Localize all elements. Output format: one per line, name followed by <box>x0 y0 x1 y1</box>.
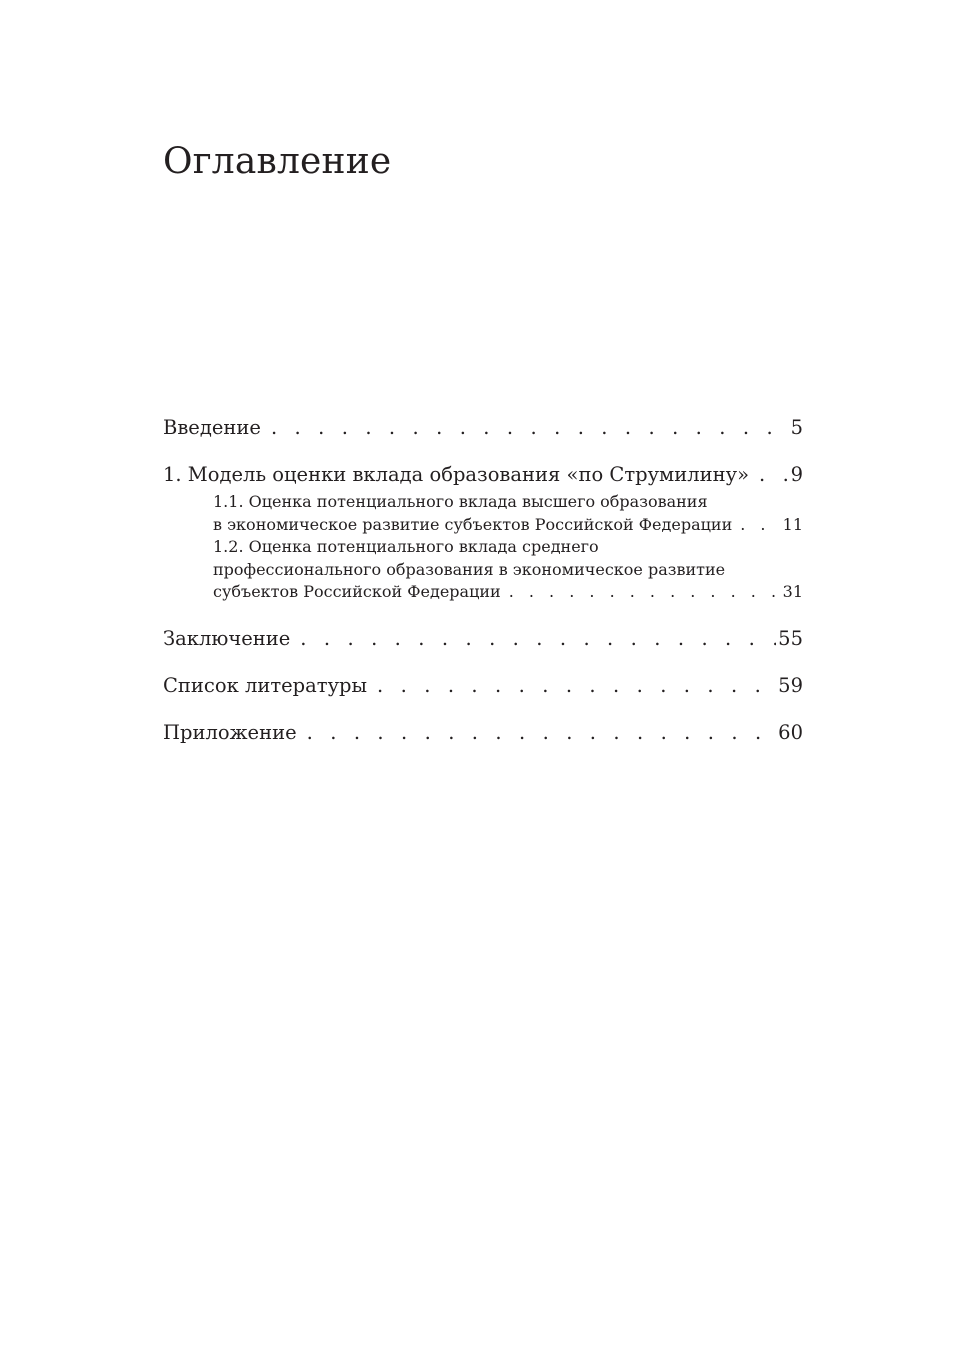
toc-subentry-line: профессионального образования в экономическое развитие <box>213 559 726 579</box>
toc-page-number: 31 <box>782 582 803 601</box>
dot-leader <box>271 415 789 441</box>
toc-subentry-line: 1.1. Оценка потенциального вклада высшего образования <box>213 492 708 511</box>
toc-subentry-1-1[interactable] <box>213 491 803 536</box>
toc-entry-chapter-1[interactable] <box>163 462 803 488</box>
table-of-contents <box>163 415 803 767</box>
dot-leader <box>307 720 777 746</box>
dot-leader <box>740 514 778 537</box>
toc-entry-label: Заключение <box>163 626 291 650</box>
toc-page-number: 59 <box>778 673 803 697</box>
dot-leader <box>300 626 776 652</box>
toc-subsection-group <box>213 491 803 604</box>
toc-page-number: 5 <box>790 416 803 439</box>
toc-entry-label: 1. Модель оценки вклада образования «по Струмилину» <box>163 463 750 486</box>
toc-entry-label: Введение <box>163 416 261 439</box>
toc-entry-introduction[interactable] <box>163 415 803 441</box>
toc-subentry-label: субъектов Российской Федерации <box>213 582 501 601</box>
toc-page-number: 11 <box>782 514 803 534</box>
toc-page-number: 60 <box>778 720 803 744</box>
toc-subentry-label: в экономическое развитие субъектов Российской Федерации <box>213 514 733 534</box>
toc-page-number: 9 <box>790 463 803 486</box>
page-title: Оглавление <box>163 141 392 182</box>
toc-entry-references[interactable] <box>163 673 803 699</box>
toc-entry-appendix[interactable] <box>163 720 803 746</box>
toc-entry-label: Список литературы <box>163 673 368 697</box>
toc-entry-label: Приложение <box>163 720 297 744</box>
toc-entry-conclusion[interactable] <box>163 626 803 652</box>
dot-leader <box>377 673 776 699</box>
toc-page-number: 55 <box>778 626 803 650</box>
dot-leader <box>759 462 789 488</box>
toc-subentry-line: 1.2. Оценка потенциального вклада среднего <box>213 537 599 556</box>
toc-subentry-last-line <box>213 514 803 537</box>
toc-subentry-last-line <box>213 581 803 604</box>
dot-leader <box>509 581 779 604</box>
toc-subentry-1-2[interactable] <box>213 536 803 604</box>
